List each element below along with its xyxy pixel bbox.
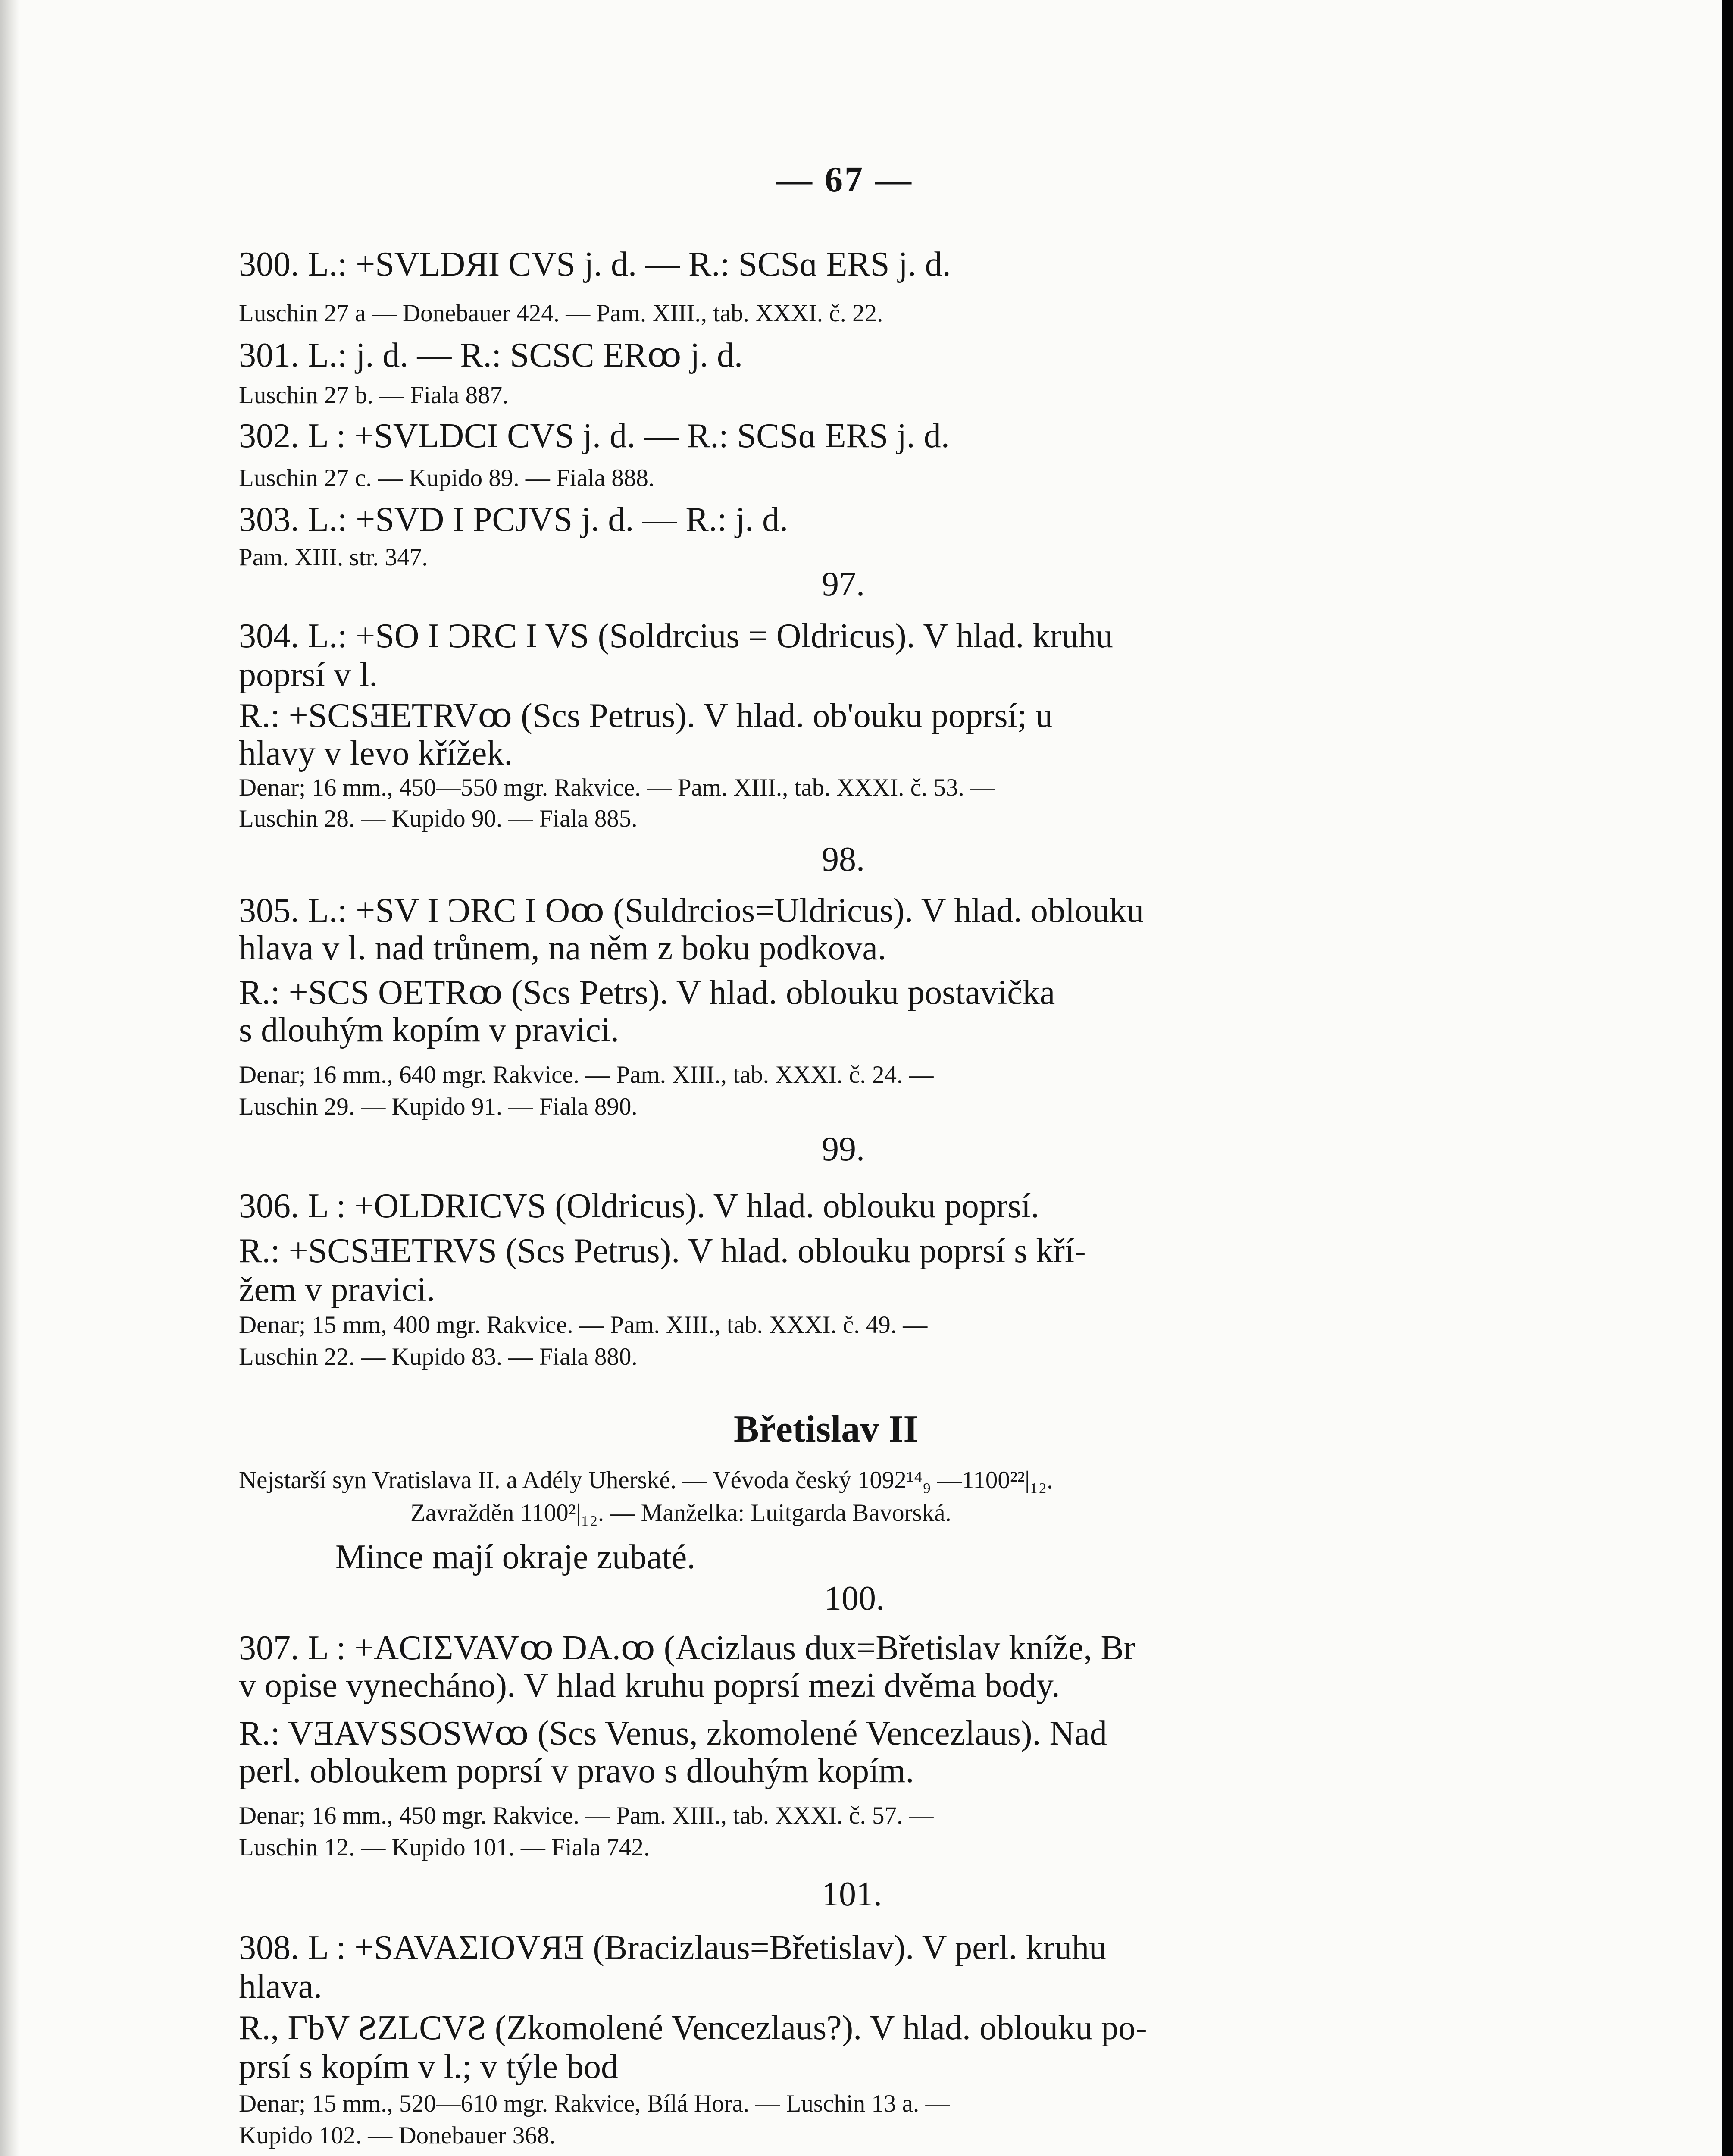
entry-308-reverse-1: R., ΓbV ƧZLCVƧ (Zkomolené Vencezlaus?). V hlad. oblouku po- — [239, 2009, 1147, 2047]
entry-302-reference: Luschin 27 c. — Kupido 89. — Fiala 888. — [239, 464, 655, 492]
entry-307-reference-2: Luschin 12. — Kupido 101. — Fiala 742. — [239, 1834, 650, 1861]
entry-303-line: 303. L.: +SVD I PCJVS j. d. — R.: j. d. — [239, 501, 788, 539]
section-number-101: 101. — [822, 1875, 882, 1913]
page-right-edge — [1722, 0, 1733, 2156]
entry-307-line-1: 307. L : +ACIΣVAVꝏ DA.ꝏ (Acizlaus dux=Břetislav kníže, Br — [239, 1629, 1136, 1667]
entry-304-reverse-2: hlavy v levo křížek. — [239, 734, 513, 772]
entry-305-line-1: 305. L.: +SV I ƆRC I Oꝏ (Suldrcios=Uldricus). V hlad. oblouku — [239, 892, 1144, 930]
entry-301-line: 301. L.: j. d. — R.: SCSC ERꝏ j. d. — [239, 336, 743, 374]
entry-304-reverse-1: R.: +SCSƎETRVꝏ (Scs Petrus). V hlad. ob'ouku poprsí; u — [239, 697, 1053, 735]
entry-305-reference-2: Luschin 29. — Kupido 91. — Fiala 890. — [239, 1093, 638, 1120]
entry-304-line-1: 304. L.: +SO I ƆRC I VS (Soldrcius = Oldricus). V hlad. kruhu — [239, 617, 1114, 655]
section-number-98: 98. — [822, 840, 865, 878]
entry-304-line-2: poprsí v l. — [239, 656, 378, 694]
bretislav-intro-line-1: Nejstarší syn Vratislava II. a Adély Uherské. — Vévoda český 1092¹⁴₉ —1100²²|₁₂. — [239, 1467, 1053, 1494]
section-number-99: 99. — [822, 1130, 865, 1168]
entry-305-reverse-2: s dlouhým kopím v pravici. — [239, 1011, 619, 1049]
coin-edge-note: Mince mají okraje zubaté. — [335, 1538, 696, 1576]
entry-308-reference-1: Denar; 15 mm., 520—610 mgr. Rakvice, Bílá Hora. — Luschin 13 a. — — [239, 2090, 950, 2117]
entry-306-line-1: 306. L : +OLDRICVS (Oldricus). V hlad. oblouku poprsí. — [239, 1187, 1039, 1225]
entry-306-reverse-2: žem v pravici. — [239, 1271, 435, 1309]
section-number-97: 97. — [822, 565, 865, 603]
entry-307-reverse-2: perl. obloukem poprsí v pravo s dlouhým kopím. — [239, 1752, 914, 1790]
entry-306-reverse-1: R.: +SCSƎETRVS (Scs Petrus). V hlad. oblouku poprsí s kří- — [239, 1232, 1086, 1270]
entry-301-reference: Luschin 27 b. — Fiala 887. — [239, 382, 509, 409]
section-number-100: 100. — [824, 1579, 885, 1617]
entry-305-reference-1: Denar; 16 mm., 640 mgr. Rakvice. — Pam. XIII., tab. XXXI. č. 24. — — [239, 1061, 934, 1088]
entry-308-reverse-2: prsí s kopím v l.; v týle bod — [239, 2048, 618, 2086]
entry-304-reference-2: Luschin 28. — Kupido 90. — Fiala 885. — [239, 805, 638, 832]
entry-306-reference-2: Luschin 22. — Kupido 83. — Fiala 880. — [239, 1343, 638, 1370]
bretislav-intro-line-2: Zavražděn 1100²|₁₂. — Manželka: Luitgarda Bavorská. — [410, 1499, 951, 1526]
entry-304-reference-1: Denar; 16 mm., 450—550 mgr. Rakvice. — Pam. XIII., tab. XXXI. č. 53. — — [239, 774, 995, 801]
entry-303-reference: Pam. XIII. str. 347. — [239, 544, 428, 571]
entry-305-line-2: hlava v l. nad trůnem, na něm z boku podkova. — [239, 929, 886, 967]
page-number: — 67 — — [776, 160, 913, 200]
entry-308-reference-2: Kupido 102. — Donebauer 368. — [239, 2122, 556, 2149]
entry-307-reverse-1: R.: VƎAVSSOSWꝏ (Scs Venus, zkomolené Vencezlaus). Nad — [239, 1714, 1107, 1752]
entry-307-line-2: v opise vynecháno). V hlad kruhu poprsí mezi dvěma body. — [239, 1667, 1060, 1705]
entry-308-line-2: hlava. — [239, 1968, 322, 2006]
entry-307-reference-1: Denar; 16 mm., 450 mgr. Rakvice. — Pam. XIII., tab. XXXI. č. 57. — — [239, 1802, 934, 1829]
entry-308-line-1: 308. L : +SAVAΣIOVЯƎ (Bracizlaus=Břetislav). V perl. kruhu — [239, 1929, 1107, 1967]
entry-300-reference: Luschin 27 a — Donebauer 424. — Pam. XIII., tab. XXXI. č. 22. — [239, 300, 883, 327]
page-binding-shadow — [0, 0, 20, 2156]
entry-302-line: 302. L : +SVLDCI CVS j. d. — R.: SCSɑ ERS j. d. — [239, 417, 950, 455]
entry-305-reverse-1: R.: +SCS OETRꝏ (Scs Petrs). V hlad. oblouku postavička — [239, 974, 1055, 1012]
entry-306-reference-1: Denar; 15 mm, 400 mgr. Rakvice. — Pam. XIII., tab. XXXI. č. 49. — — [239, 1311, 928, 1338]
entry-300-line: 300. L.: +SVLDЯI CVS j. d. — R.: SCSɑ ERS j. d. — [239, 245, 951, 283]
section-heading-bretislav-ii: Břetislav II — [734, 1408, 918, 1450]
